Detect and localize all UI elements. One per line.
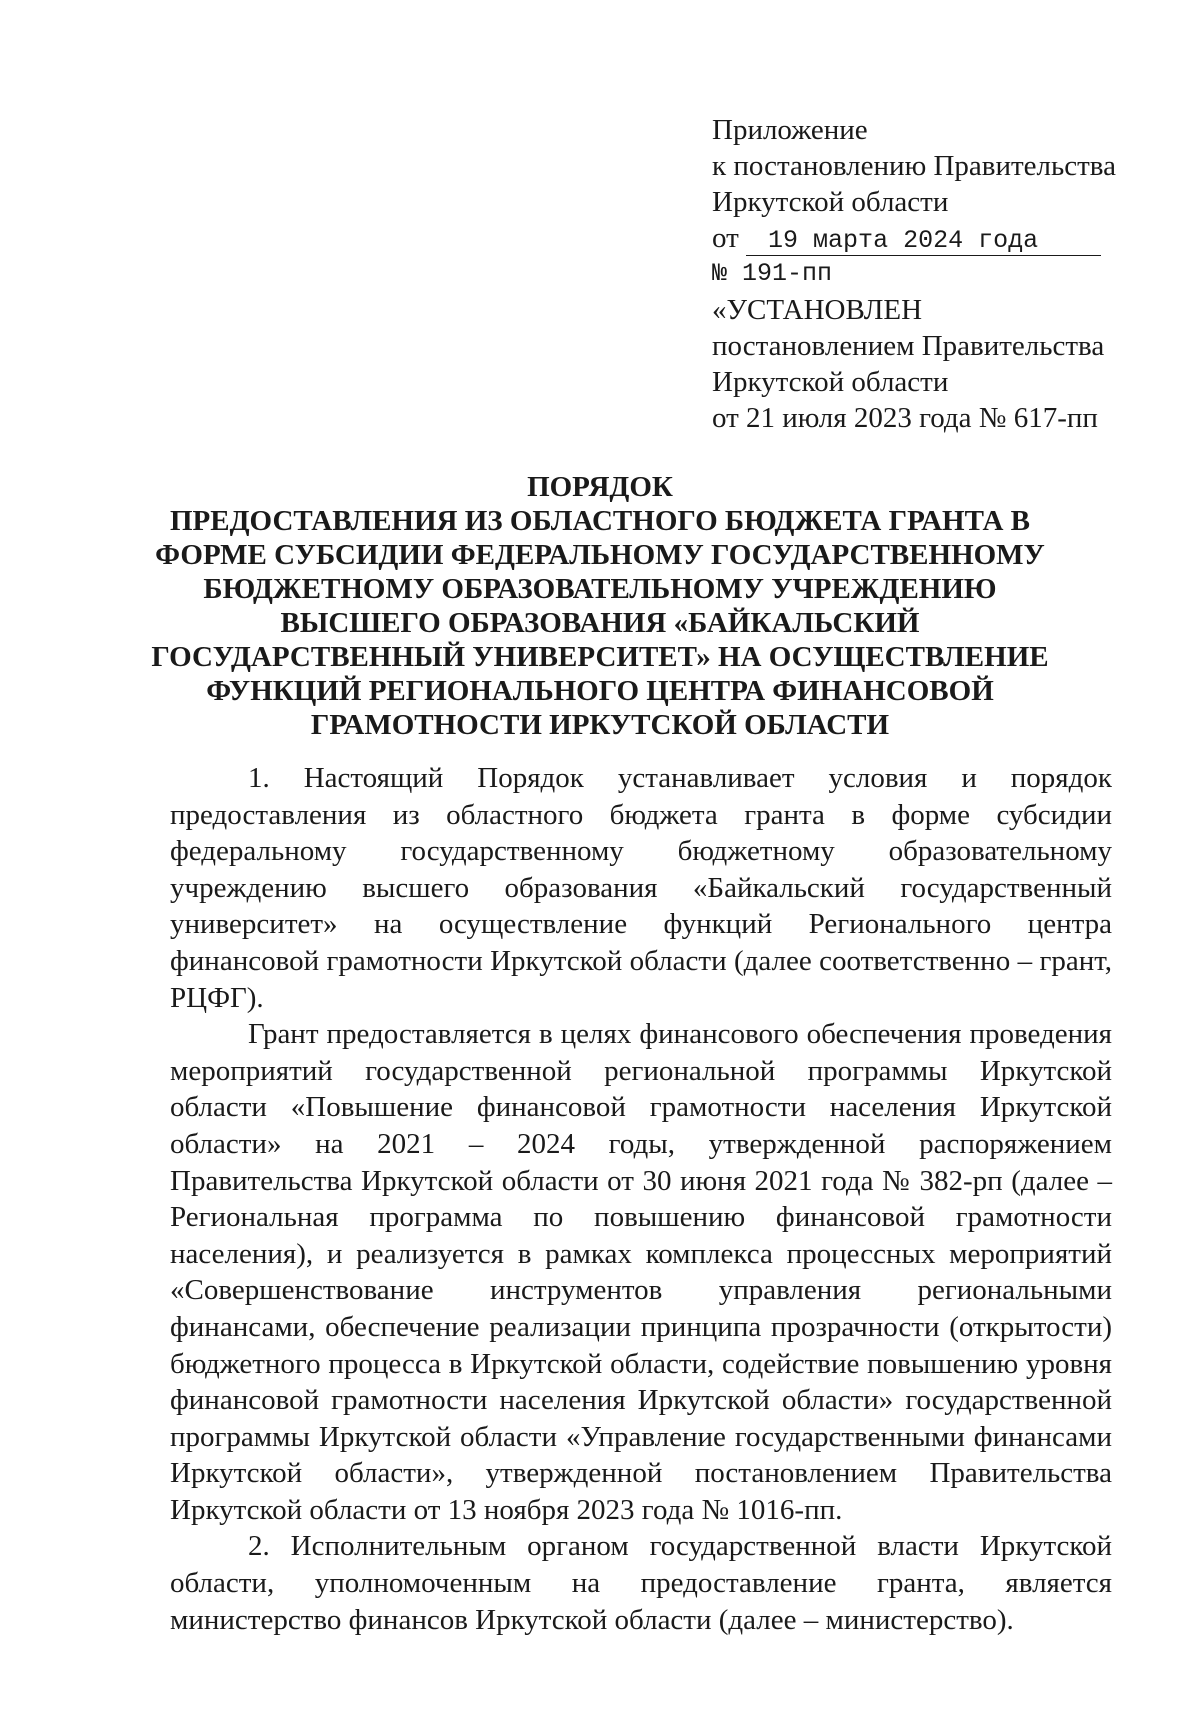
- established-label: «УСТАНОВЛЕН: [712, 294, 923, 326]
- title-line: ВЫСШЕГО ОБРАЗОВАНИЯ «БАЙКАЛЬСКИЙ: [280, 607, 920, 639]
- title-line: ГРАМОТНОСТИ ИРКУТСКОЙ ОБЛАСТИ: [310, 709, 890, 741]
- document-title: [150, 470, 1050, 742]
- appendix-number: № 191-пп: [712, 259, 833, 288]
- appendix-date-prefix: от: [712, 222, 739, 254]
- paragraph-3: 2. Исполнительным органом государственной власти Иркутской области, уполномоченным на предоставление гранта, является министерство финансов Иркутской области (далее – министерство).: [170, 1530, 1112, 1636]
- established-by: постановлением Правительства: [712, 330, 1105, 362]
- title-line: ФОРМЕ СУБСИДИИ ФЕДЕРАЛЬНОМУ ГОСУДАРСТВЕННОМУ: [155, 539, 1045, 571]
- appendix-heading: Приложение: [712, 114, 868, 146]
- paragraph-1: 1. Настоящий Порядок устанавливает условия и порядок предоставления из областного бюджета гранта в форме субсидии федеральному государственному бюджетному образовательному учреждению высшего образования «Байкальский государственный университет» на осуществление функций Регионального центра финансовой грамотности Иркутской области (далее соответственно – грант, РЦФГ).: [170, 762, 1112, 1014]
- established-region: Иркутской области: [712, 366, 949, 398]
- paragraph-2: Грант предоставляется в целях финансового обеспечения проведения мероприятий государственной региональной программы Иркутской области «Повышение финансовой грамотности населения Иркутской области» на 2021 – 2024 годы, утвержденной распоряжением Правительства Иркутской области от 30 июня 2021 года № 382-рп (далее – Региональная программа по повышению финансовой грамотности населения), и реализуется в рамках комплекса процессных мероприятий «Совершенствование инструментов управления региональными финансами, обеспечение реализации принципа прозрачности (открытости) бюджетного процесса в Иркутской области, содействие повышению уровня финансовой грамотности населения Иркутской области» государственной программы Иркутской области «Управление государственными финансами Иркутской области», утвержденной постановлением Правительства Иркутской области от 13 ноября 2023 года № 1016-пп.: [170, 1018, 1112, 1526]
- title-line: ФУНКЦИЙ РЕГИОНАЛЬНОГО ЦЕНТРА ФИНАНСОВОЙ: [206, 675, 994, 707]
- document-body: [170, 760, 1112, 1638]
- appendix-reference: к постановлению Правительства: [712, 150, 1116, 182]
- title-line: ПРЕДОСТАВЛЕНИЯ ИЗ ОБЛАСТНОГО БЮДЖЕТА ГРАНТА В: [169, 505, 1031, 537]
- title-line: ПОРЯДОК: [527, 471, 673, 503]
- appendix-block: [712, 112, 1132, 436]
- title-line: ГОСУДАРСТВЕННЫЙ УНИВЕРСИТЕТ» НА ОСУЩЕСТВЛЕНИЕ: [151, 641, 1049, 673]
- appendix-date-line: [712, 220, 1132, 256]
- established-date: от 21 июля 2023 года № 617-пп: [712, 402, 1098, 434]
- appendix-date-value: 19 марта 2024 года: [746, 227, 1101, 256]
- appendix-region: Иркутской области: [712, 186, 949, 218]
- title-line: БЮДЖЕТНОМУ ОБРАЗОВАТЕЛЬНОМУ УЧРЕЖДЕНИЮ: [203, 573, 997, 605]
